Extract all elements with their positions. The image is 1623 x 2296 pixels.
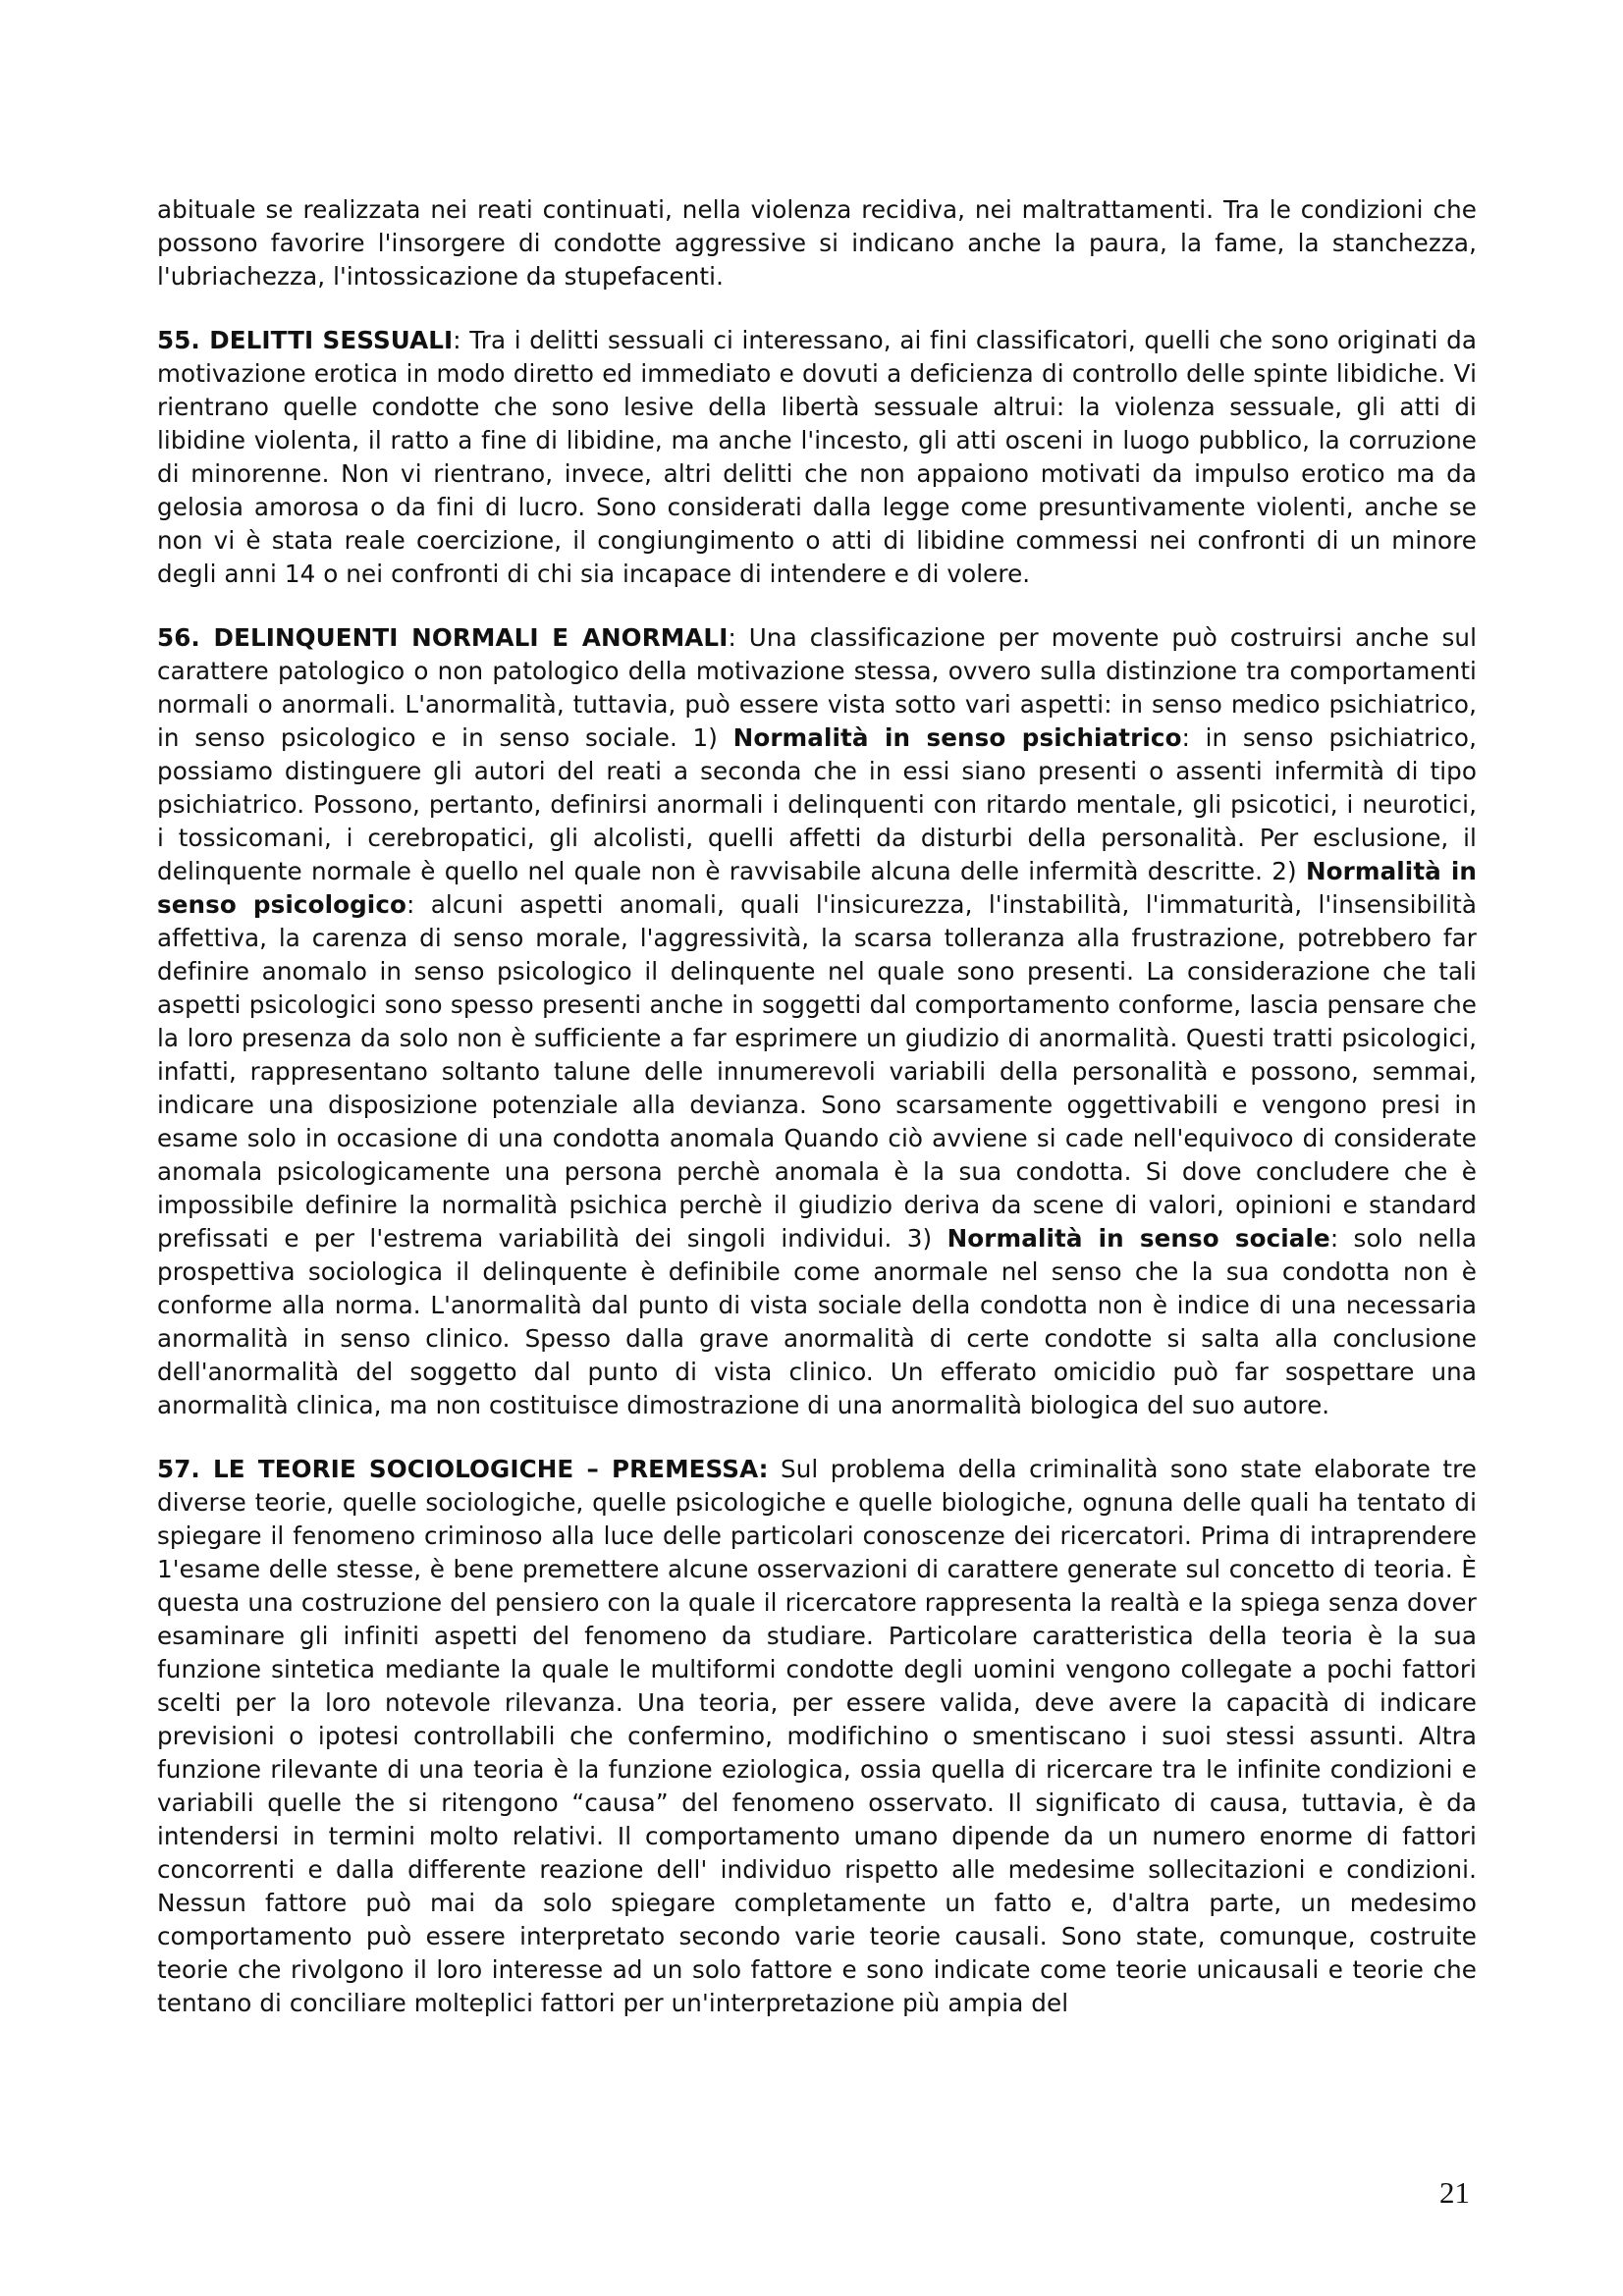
subheading-normalita-sociale: Normalità in senso sociale — [947, 1224, 1330, 1253]
text-run: : in senso psichiatrico, possiamo distinguere gli autori del reati a seconda che in essi siano presenti o assenti infermità di tipo psichiatrico. Possono, pertanto, definirsi anormali i delinquenti con ritardo mentale, gli psicotici, i neurotici, i tossicomani, i cerebropatici, gli alcolisti, quelli affetti da disturbi della personalità. Per esclusione, il delinquente normale è quello nel quale non è ravvisabile alcuna delle infermità descritte. 2) — [157, 723, 1477, 885]
paragraph-aggression-conditions — [157, 193, 1477, 294]
paragraph-55-delitti-sessuali — [157, 324, 1477, 591]
section-heading-57: 57. LE TEORIE SOCIOLOGICHE – PREMESSA: — [157, 1455, 769, 1483]
subheading-normalita-psicologico: Normalità in senso psicologico — [157, 857, 1477, 919]
section-heading-55: 55. DELITTI SESSUALI — [157, 326, 454, 354]
section-heading-56: 56. DELINQUENTI NORMALI E ANORMALI — [157, 623, 729, 652]
paragraph-57-teorie-sociologiche — [157, 1453, 1477, 2020]
text-run: : Una classificazione per movente può costruirsi anche sul carattere patologico o non patologico della motivazione stessa, ovvero sulla distinzione tra comportamenti normali o anormali. L'anormalità, tuttavia, può essere vista sotto vari aspetti: in senso medico psichiatrico, in senso psicologico e in senso sociale. 1) — [157, 623, 1478, 752]
document-body — [157, 193, 1477, 2051]
text-run: : alcuni aspetti anomali, quali l'insicurezza, l'instabilità, l'immaturità, l'insensibilità affettiva, la carenza di senso morale, l'aggressività, la scarsa tolleranza alla frustrazione, potrebbero far definire anomalo in senso psicologico il delinquente nel quale sono presenti. La considerazione che tali aspetti psicologici sono spesso presenti anche in soggetti dal comportamento conforme, lascia pensare che la loro presenza da solo non è sufficiente a far esprimere un giudizio di anormalità. Questi tratti psicologici, infatti, rappresentano soltanto talune delle innumerevoli variabili della personalità e possono, semmai, indicare una disposizione potenziale alla devianza. Sono scarsamente oggettivabili e vengono presi in esame solo in occasione di una condotta anomala Quando ciò avviene si cade nell'equivoco di considerate anomala psicologicamente una persona perchè anomala è la sua condotta. Si dove concludere che è impossibile definire la normalità psichica perchè il giudizio deriva da scene di valori, opinioni e standard prefissati e per l'estrema variabilità dei singoli individui. 3) — [157, 890, 1477, 1253]
subheading-normalita-psichiatrico: Normalità in senso psichiatrico — [732, 723, 1182, 752]
text-run: Sul problema della criminalità sono state elaborate tre diverse teorie, quelle sociologiche, quelle psicologiche e quelle biologiche, ognuna delle quali ha tentato di spiegare il fenomeno criminoso alla luce delle particolari conoscenze dei ricercatori. Prima di intraprendere 1'esame delle stesse, è bene premettere alcune osservazioni di carattere generate sul concetto di teoria. È questa una costruzione del pensiero con la quale il ricercatore rappresenta la realtà e la spiega senza dover esaminare gli infiniti aspetti del fenomeno da studiare. Particolare caratteristica della teoria è la sua funzione sintetica mediante la quale le multiformi condotte degli uomini vengono collegate a pochi fattori scelti per la loro notevole rilevanza. Una teoria, per essere valida, deve avere la capacità di indicare previsioni o ipotesi controllabili che confermino, modifichino o smentiscano i suoi stessi assunti. Altra funzione rilevante di una teoria è la funzione eziologica, ossia quella di ricercare tra le infinite condizioni e variabili quelle the si ritengono “causa” del fenomeno osservato. Il significato di causa, tuttavia, è da intendersi in termini molto relativi. Il comportamento umano dipende da un numero enorme di fattori concorrenti e dalla differente reazione dell' individuo rispetto alle medesime sollecitazioni e condizioni. Nessun fattore può mai da solo spiegare completamente un fatto e, d'altra parte, un medesimo comportamento può essere interpretato secondo varie teorie causali. Sono state, comunque, costruite teorie che rivolgono il loro interesse ad un solo fattore e sono indicate come teorie unicausali e teorie che tentano di conciliare molteplici fattori per un'interpretazione più ampia del — [157, 1455, 1477, 2017]
page-number: 21 — [1439, 2175, 1470, 2210]
text-run: : Tra i delitti sessuali ci interessano, ai fini classificatori, quelli che sono originati da motivazione erotica in modo diretto ed immediato e dovuti a deficienza di controllo delle spinte libidiche. Vi rientrano quelle condotte che sono lesive della libertà sessuale altrui: la violenza sessuale, gli atti di libidine violenta, il ratto a fine di libidine, ma anche l'incesto, gli atti osceni in luogo pubblico, la corruzione di minorenne. Non vi rientrano, invece, altri delitti che non appaiono motivati da impulso erotico ma da gelosia amorosa o da fini di lucro. Sono considerati dalla legge come presuntivamente violenti, anche se non vi è stata reale coercizione, il congiungimento o atti di libidine commessi nei confronti di un minore degli anni 14 o nei confronti di chi sia incapace di intendere e di volere. — [157, 326, 1477, 588]
paragraph-56-delinquenti-normali-anormali — [157, 621, 1477, 1422]
text-run: abituale se realizzata nei reati continuati, nella violenza recidiva, nei maltrattamenti. Tra le condizioni che possono favorire l'insorgere di condotte aggressive si indicano anche la paura, la fame, la stanchezza, l'ubriachezza, l'intossicazione da stupefacenti. — [157, 195, 1477, 291]
text-run: : solo nella prospettiva sociologica il delinquente è definibile come anormale nel senso che la sua condotta non è conforme alla norma. L'anormalità dal punto di vista sociale della condotta non è indice di una necessaria anormalità in senso clinico. Spesso dalla grave anormalità di certe condotte si salta alla conclusione dell'anormalità del soggetto dal punto di vista clinico. Un efferato omicidio può far sospettare una anormalità clinica, ma non costituisce dimostrazione di una anormalità biologica del suo autore. — [157, 1224, 1478, 1419]
